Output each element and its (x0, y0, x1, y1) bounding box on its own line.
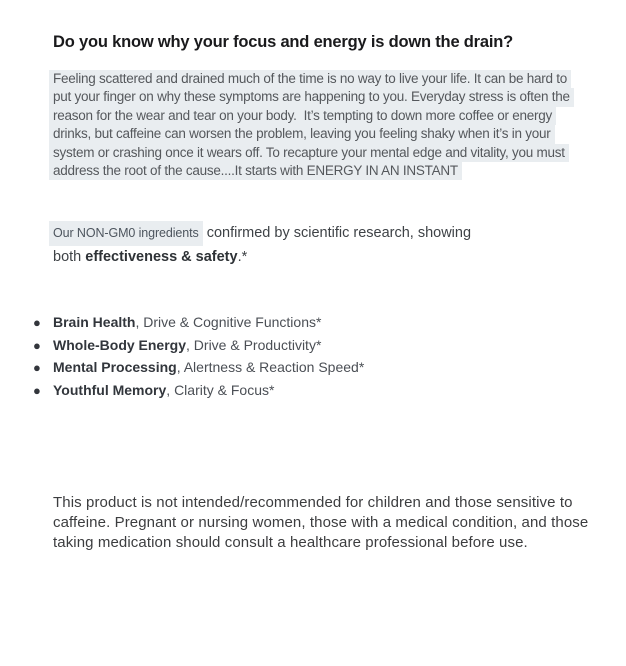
benefit-description: , Drive & Productivity* (186, 336, 322, 353)
ingredients-statement (49, 221, 471, 268)
benefit-name: Mental Processing (53, 359, 177, 376)
benefit-name: Whole-Body Energy (53, 336, 187, 353)
intro-line (49, 107, 574, 125)
highlighted-text: reason for the wear and tear on your body. It’s tempting to down more coffee or energy (49, 107, 556, 125)
ingredients-statement-text: confirmed by scientific research, showing (202, 225, 472, 241)
bullet-icon: ● (33, 383, 41, 399)
benefit-name: Youthful Memory (53, 382, 167, 399)
page-title: Do you know why your focus and energy is down the drain? (53, 33, 514, 51)
ingredients-statement-text: both (53, 249, 86, 265)
benefit-description: , Clarity & Focus* (166, 382, 275, 399)
highlighted-text: system or crashing once it wears off. To recapture your mental edge and vitality, you must (49, 144, 569, 162)
list-item (33, 314, 364, 337)
intro-line (49, 144, 574, 162)
benefit-description: , Alertness & Reaction Speed* (176, 359, 365, 376)
highlighted-text: put your finger on why these symptoms are happening to you. Everyday stress is often the (49, 88, 574, 106)
disclaimer-paragraph (53, 493, 588, 553)
ingredients-statement-line-1 (49, 221, 471, 246)
intro-line (49, 88, 574, 106)
ingredients-statement-text: .* (237, 249, 248, 265)
bullet-icon: ● (33, 337, 41, 353)
intro-paragraph (49, 70, 574, 180)
disclaimer-line: This product is not intended/recommended for children and those sensitive to (53, 494, 573, 511)
benefit-description: , Drive & Cognitive Functions* (135, 314, 322, 330)
list-item (33, 337, 364, 360)
non-gmo-highlight: Our NON-GM0 ingredients (49, 221, 203, 246)
bullet-icon: ● (33, 315, 41, 330)
disclaimer-line: caffeine. Pregnant or nursing women, those with a medical condition, and those (53, 514, 589, 531)
list-item (33, 382, 364, 405)
bullet-icon: ● (33, 360, 41, 376)
highlighted-text: drinks, but caffeine can worsen the problem, leaving you feeling shaky when it’s in your (49, 125, 555, 143)
effectiveness-safety-bold-text: effectiveness & safety (85, 249, 238, 265)
highlighted-text: address the root of the cause....It starts with ENERGY IN AN INSTANT (49, 162, 462, 180)
benefits-list (33, 314, 364, 405)
intro-line (49, 70, 574, 88)
highlighted-text: Feeling scattered and drained much of the time is no way to live your life. It can be hard to (49, 70, 571, 88)
intro-line (49, 162, 574, 180)
disclaimer-line: taking medication should consult a healthcare professional before use. (53, 534, 528, 551)
ingredients-statement-line-2 (49, 246, 471, 268)
benefit-name: Brain Health (53, 314, 136, 330)
intro-line (49, 125, 574, 143)
list-item (33, 359, 364, 382)
